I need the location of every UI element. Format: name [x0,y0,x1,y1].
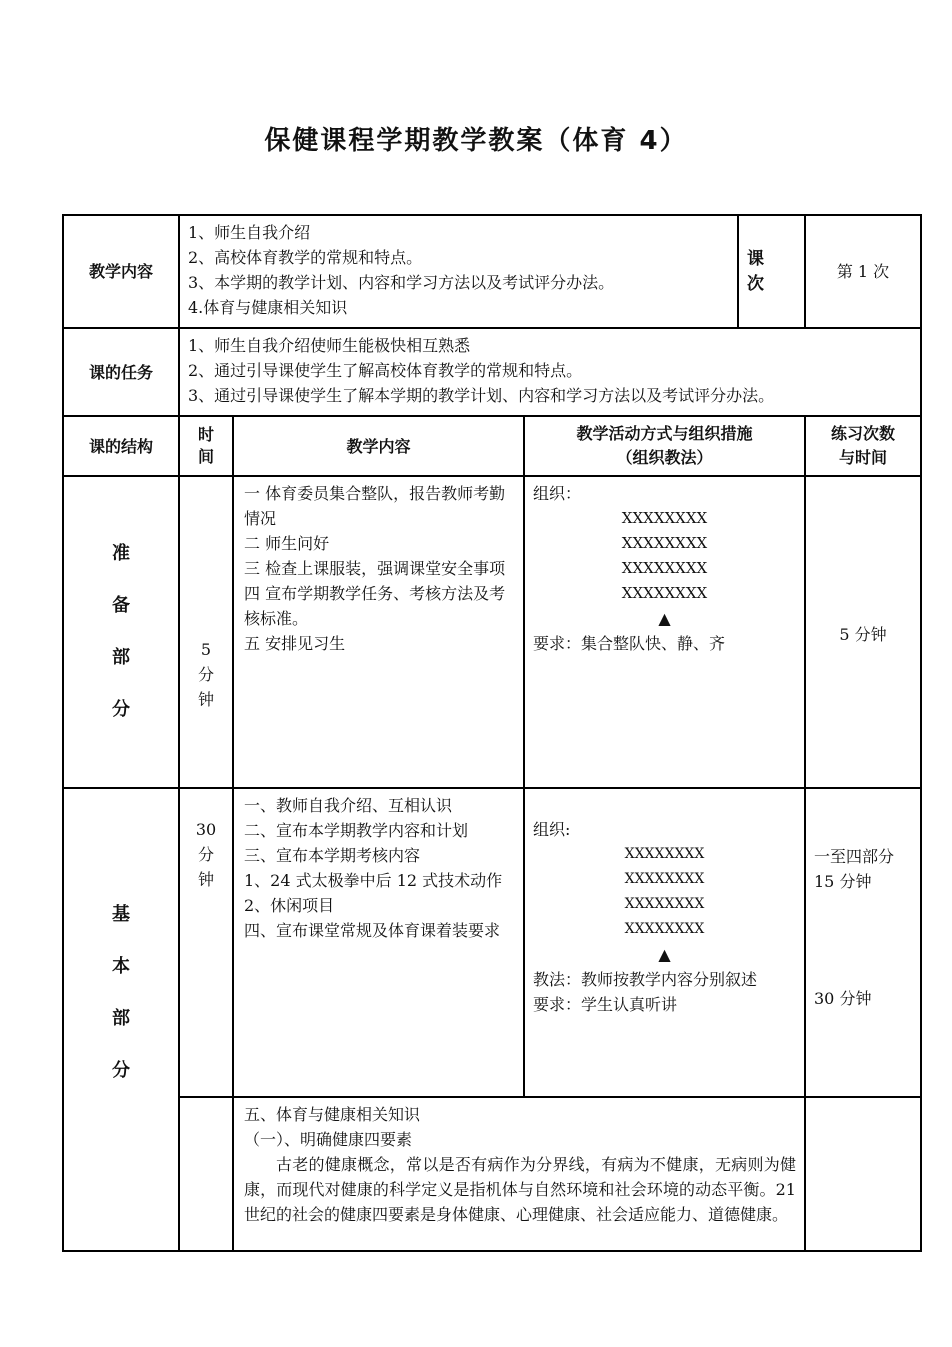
content-header: 教学内容 [233,416,524,476]
list-item: 1、师生自我介绍使师生能极快相互熟悉 [188,336,471,355]
list-item: 二、宣布本学期教学内容和计划 [244,821,469,840]
lesson-task-list [179,328,921,416]
basic-section-label: 基 本 部 分 [63,788,179,1097]
lesson-number-label: 课 次 [738,215,805,328]
basic-content [233,788,524,1097]
time-header: 时 间 [179,416,233,476]
list-item: 3、通过引导课使学生了解本学期的教学计划、内容和学习方法以及考试评分办法。 [188,386,775,405]
health-row [63,1097,921,1251]
teacher-position-icon: ▲ [658,945,671,964]
practice-header: 练习次数 与时间 [805,416,921,476]
method-text: 教法：教师按教学内容分别叙述 [533,970,758,989]
list-item: 四、宣布课堂常规及体育课着装要求 [244,921,501,940]
formation-diagram: XXXXXXXX XXXXXXXX XXXXXXXX XXXXXXXX ▲ [533,842,796,967]
list-item: 4.体育与健康相关知识 [188,298,348,317]
preparation-section-label: 准 备 部 分 [63,476,179,788]
list-item: 二 师生问好 [244,534,330,553]
activity-header: 教学活动方式与组织措施 （组织教法） [524,416,805,476]
list-item: 2、通过引导课使学生了解高校体育教学的常规和特点。 [188,361,583,380]
list-item: 一、教师自我介绍、互相认识 [244,796,453,815]
preparation-practice: 5 分钟 [805,476,921,788]
formation-diagram: XXXXXXXX XXXXXXXX XXXXXXXX XXXXXXXX ▲ [533,506,796,631]
requirement-text: 要求：学生认真听讲 [533,995,678,1014]
basic-practice: 一至四部分 15 分钟 30 分钟 [805,788,921,1097]
organization-label: 组织： [533,484,582,503]
lesson-plan-table [62,214,922,1252]
list-item: 3、本学期的教学计划、内容和学习方法以及考试评分办法。 [188,273,615,292]
preparation-row [63,476,921,788]
requirement-text: 要求：集合整队快、静、齐 [533,634,726,653]
basic-organization [524,788,805,1097]
structure-header-row [63,416,921,476]
health-label-cell [63,1097,179,1251]
basic-row [63,788,921,1097]
lesson-number-value: 第 1 次 [805,215,921,328]
list-item: 2、高校体育教学的常规和特点。 [188,248,423,267]
health-practice-cell [805,1097,921,1251]
teaching-content-label: 教学内容 [63,215,179,328]
teacher-position-icon: ▲ [658,609,671,628]
organization-label: 组织: [533,820,571,839]
list-item: 1、师生自我介绍 [188,223,311,242]
list-item: 一 体育委员集合整队，报告教师考勤情况 [244,484,506,528]
health-time-cell [179,1097,233,1251]
list-item: 1、24 式太极拳中后 12 式技术动作 [244,871,503,890]
list-item: 五 安排见习生 [244,634,346,653]
health-subheading: （一）、明确健康四要素 [244,1130,413,1149]
teaching-content-list [179,215,738,328]
list-item: 三、宣布本学期考核内容 [244,846,421,865]
preparation-content [233,476,524,788]
teaching-content-row [63,215,921,328]
list-item: 四 宣布学期教学任务、考核方法及考核标准。 [244,584,506,628]
health-heading: 五、体育与健康相关知识 [244,1105,421,1124]
health-content [233,1097,805,1251]
structure-header: 课的结构 [63,416,179,476]
page-title: 保健课程学期教学教案（体育 4） [264,126,688,156]
basic-time: 30 分 钟 [179,788,233,1097]
list-item: 三 检查上课服装，强调课堂安全事项 [244,559,506,578]
health-paragraph: 古老的健康概念，常以是否有病作为分界线，有病为不健康，无病则为健康，而现代对健康的科学定义是指机体与自然环境和社会环境的动态平衡。21 世纪的社会的健康四要素是身体健康、心理健康、社会适应能力、道德健康。 [244,1155,796,1224]
lesson-task-label: 课的任务 [63,328,179,416]
preparation-organization [524,476,805,788]
list-item: 2、休闲项目 [244,896,335,915]
preparation-time: 5 分 钟 [179,476,233,788]
lesson-task-row [63,328,921,416]
